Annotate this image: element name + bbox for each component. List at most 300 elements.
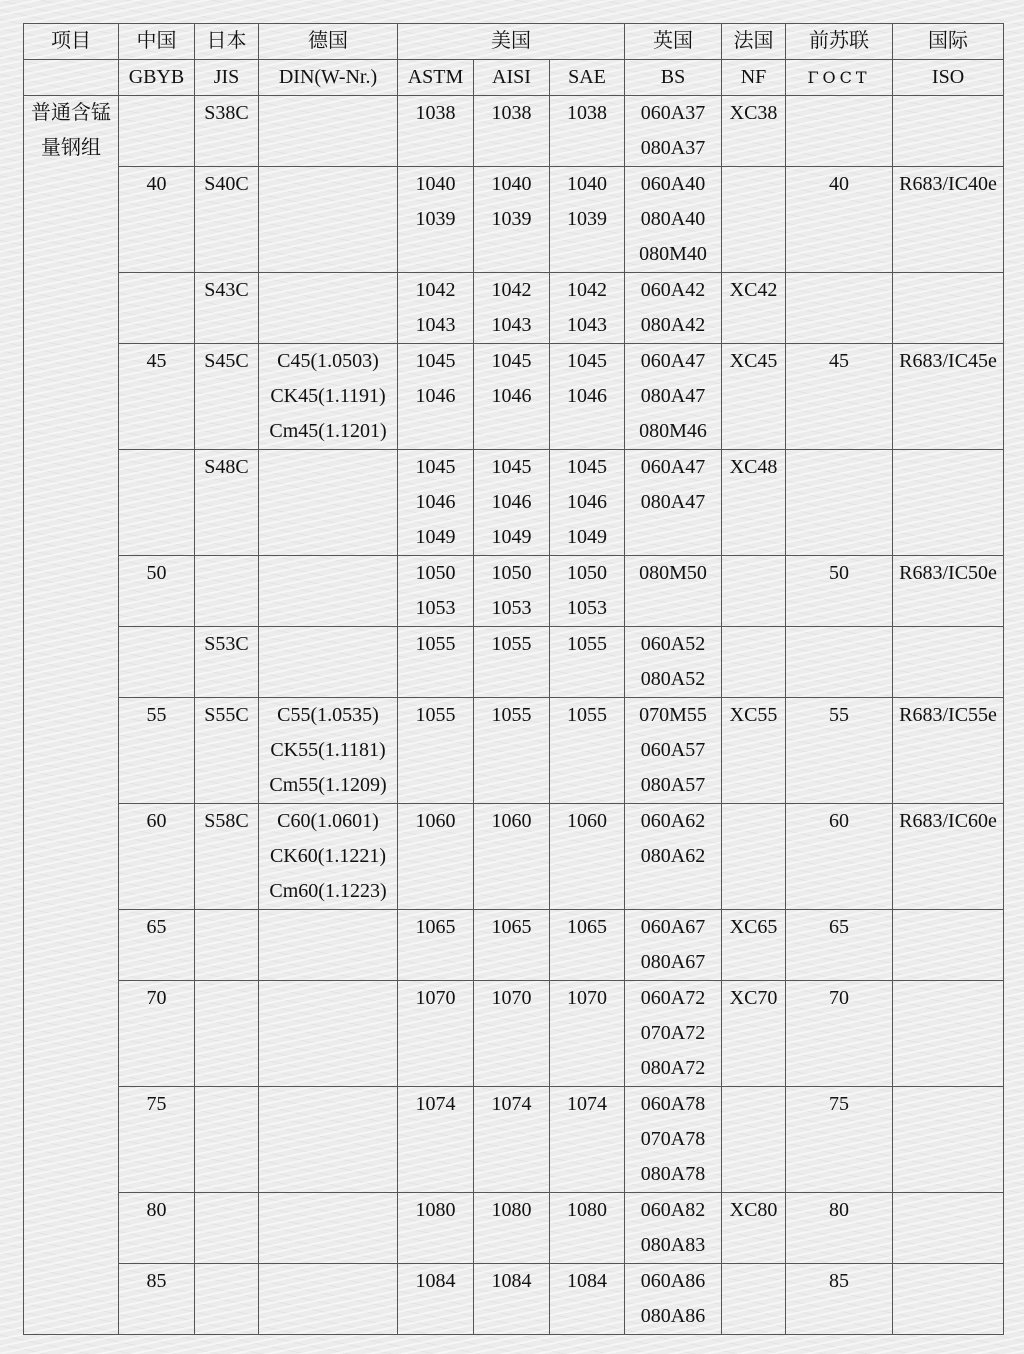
din-cell xyxy=(259,627,398,698)
jis-cell xyxy=(195,1264,259,1335)
aisi-cell xyxy=(474,450,550,556)
gost-cell xyxy=(786,981,893,1087)
grade-value: 1039 xyxy=(415,208,456,230)
grade-value: S55C xyxy=(204,704,249,726)
iso-cell xyxy=(893,910,1004,981)
grade-value: XC80 xyxy=(729,1199,778,1221)
bs-cell xyxy=(625,804,722,910)
gbyb-cell xyxy=(119,627,195,698)
astm-cell xyxy=(398,627,474,698)
jis-cell xyxy=(195,981,259,1087)
iso-cell xyxy=(893,981,1004,1087)
jis-cell xyxy=(195,273,259,344)
header-international: 国际 xyxy=(893,24,1004,60)
iso-cell xyxy=(893,804,1004,910)
grade-value: 060A42 xyxy=(640,279,706,301)
aisi-cell xyxy=(474,1087,550,1193)
sae-cell xyxy=(550,804,625,910)
gbyb-cell xyxy=(119,1264,195,1335)
grade-value: 85 xyxy=(829,1270,850,1292)
table-row xyxy=(24,96,1004,167)
gost-cell xyxy=(786,450,893,556)
grade-value: 060A37 xyxy=(640,102,706,124)
grade-value: 080A67 xyxy=(640,951,706,973)
bs-cell xyxy=(625,1087,722,1193)
grade-value: 1046 xyxy=(415,385,456,407)
grade-value: 1045 xyxy=(491,456,532,478)
nf-cell xyxy=(722,804,786,910)
aisi-cell xyxy=(474,698,550,804)
table-row xyxy=(24,1193,1004,1264)
grade-value: 60 xyxy=(829,810,850,832)
category-label: 量钢组 xyxy=(41,137,101,159)
iso-cell xyxy=(893,1193,1004,1264)
grade-value: 1070 xyxy=(491,987,532,1009)
grade-value: 080A40 xyxy=(640,208,706,230)
iso-cell xyxy=(893,273,1004,344)
table-body xyxy=(24,96,1004,1335)
aisi-cell xyxy=(474,910,550,981)
grade-value: R683/IC55e xyxy=(899,704,997,726)
gbyb-cell xyxy=(119,981,195,1087)
bs-cell xyxy=(625,1193,722,1264)
sae-cell xyxy=(550,627,625,698)
grade-value: 1050 xyxy=(415,562,456,584)
bs-cell xyxy=(625,910,722,981)
nf-cell xyxy=(722,96,786,167)
aisi-cell xyxy=(474,96,550,167)
grade-value: 1053 xyxy=(415,597,456,619)
table-row xyxy=(24,1087,1004,1193)
grade-value: 1049 xyxy=(415,526,456,548)
header-bs: BS xyxy=(625,60,722,96)
grade-value: 1055 xyxy=(415,704,456,726)
grade-value: R683/IC60e xyxy=(899,810,997,832)
sae-cell xyxy=(550,1193,625,1264)
din-cell xyxy=(259,1087,398,1193)
grade-value: 1038 xyxy=(415,102,456,124)
iso-cell xyxy=(893,1264,1004,1335)
grade-value: 1053 xyxy=(491,597,532,619)
gost-cell xyxy=(786,344,893,450)
grade-value: 1042 xyxy=(491,279,532,301)
astm-cell xyxy=(398,96,474,167)
grade-value: 1055 xyxy=(567,704,608,726)
gbyb-cell xyxy=(119,344,195,450)
grade-value: 080A47 xyxy=(640,491,706,513)
din-cell xyxy=(259,698,398,804)
grade-value: 1055 xyxy=(491,704,532,726)
grade-value: Cm60(1.1223) xyxy=(269,880,387,902)
table-row xyxy=(24,627,1004,698)
iso-cell xyxy=(893,556,1004,627)
din-cell xyxy=(259,167,398,273)
grade-value: 080A57 xyxy=(640,774,706,796)
table-row xyxy=(24,1264,1004,1335)
header-iso: ISO xyxy=(893,60,1004,96)
iso-cell xyxy=(893,344,1004,450)
gost-cell xyxy=(786,556,893,627)
table-row xyxy=(24,450,1004,556)
jis-cell xyxy=(195,96,259,167)
aisi-cell xyxy=(474,981,550,1087)
grade-value: 1084 xyxy=(491,1270,532,1292)
grade-value: 080A37 xyxy=(640,137,706,159)
table-row xyxy=(24,804,1004,910)
iso-cell xyxy=(893,1087,1004,1193)
grade-value: 1055 xyxy=(415,633,456,655)
bs-cell xyxy=(625,167,722,273)
grade-value: 080A47 xyxy=(640,385,706,407)
nf-cell xyxy=(722,910,786,981)
table-row xyxy=(24,167,1004,273)
jis-cell xyxy=(195,1193,259,1264)
category-label: 普通含锰 xyxy=(31,102,111,124)
grade-value: 1039 xyxy=(491,208,532,230)
header-sae: SAE xyxy=(550,60,625,96)
sae-cell xyxy=(550,273,625,344)
grade-value: 1046 xyxy=(567,385,608,407)
grade-value: 1060 xyxy=(415,810,456,832)
grade-value: 060A52 xyxy=(640,633,706,655)
jis-cell xyxy=(195,167,259,273)
grade-value: 1049 xyxy=(567,526,608,548)
header-germany: 德国 xyxy=(259,24,398,60)
jis-cell xyxy=(195,556,259,627)
grade-value: 080A62 xyxy=(640,845,706,867)
nf-cell xyxy=(722,450,786,556)
grade-value: 1040 xyxy=(415,173,456,195)
grade-value: S48C xyxy=(204,456,249,478)
grade-value: 1084 xyxy=(415,1270,456,1292)
grade-value: 080M46 xyxy=(639,420,707,442)
astm-cell xyxy=(398,1193,474,1264)
grade-value: 1045 xyxy=(567,456,608,478)
grade-value: 1050 xyxy=(491,562,532,584)
gbyb-cell xyxy=(119,1087,195,1193)
grade-value: 1050 xyxy=(567,562,608,584)
header-china: 中国 xyxy=(119,24,195,60)
astm-cell xyxy=(398,167,474,273)
grade-value: 65 xyxy=(829,916,850,938)
din-cell xyxy=(259,344,398,450)
table-row xyxy=(24,556,1004,627)
astm-cell xyxy=(398,804,474,910)
grade-value: C55(1.0535) xyxy=(277,704,379,726)
gbyb-cell xyxy=(119,698,195,804)
grade-value: 080A72 xyxy=(640,1057,706,1079)
grade-value: XC70 xyxy=(729,987,778,1009)
aisi-cell xyxy=(474,556,550,627)
header-aisi: AISI xyxy=(474,60,550,96)
header-row-standards xyxy=(24,60,1004,96)
table-row xyxy=(24,698,1004,804)
grade-value: 50 xyxy=(829,562,850,584)
grade-value: 060A78 xyxy=(640,1093,706,1115)
nf-cell xyxy=(722,698,786,804)
nf-cell xyxy=(722,627,786,698)
grade-value: CK60(1.1221) xyxy=(269,845,387,867)
header-france: 法国 xyxy=(722,24,786,60)
grade-value: S38C xyxy=(204,102,249,124)
grade-value: 80 xyxy=(146,1199,167,1221)
grade-value: 40 xyxy=(146,173,167,195)
iso-cell xyxy=(893,167,1004,273)
bs-cell xyxy=(625,344,722,450)
grade-value: 1060 xyxy=(491,810,532,832)
steel-grade-comparison-table xyxy=(23,23,1004,1335)
grade-value: 060A67 xyxy=(640,916,706,938)
aisi-cell xyxy=(474,1193,550,1264)
grade-value: 060A82 xyxy=(640,1199,706,1221)
grade-value: R683/IC50e xyxy=(899,562,997,584)
gbyb-cell xyxy=(119,273,195,344)
grade-value: Cm55(1.1209) xyxy=(269,774,387,796)
grade-value: 1074 xyxy=(567,1093,608,1115)
grade-value: 080A52 xyxy=(640,668,706,690)
grade-value: 55 xyxy=(146,704,167,726)
grade-value: 1046 xyxy=(491,385,532,407)
grade-value: S45C xyxy=(204,350,249,372)
grade-value: 65 xyxy=(146,916,167,938)
astm-cell xyxy=(398,910,474,981)
grade-value: 060A47 xyxy=(640,350,706,372)
sae-cell xyxy=(550,1264,625,1335)
iso-cell xyxy=(893,450,1004,556)
aisi-cell xyxy=(474,804,550,910)
grade-value: 1055 xyxy=(567,633,608,655)
grade-value: 1043 xyxy=(567,314,608,336)
sae-cell xyxy=(550,698,625,804)
gost-cell xyxy=(786,96,893,167)
grade-value: C60(1.0601) xyxy=(277,810,379,832)
astm-cell xyxy=(398,450,474,556)
bs-cell xyxy=(625,556,722,627)
jis-cell xyxy=(195,1087,259,1193)
grade-value: XC45 xyxy=(729,350,778,372)
grade-value: 45 xyxy=(146,350,167,372)
grade-value: 060A72 xyxy=(640,987,706,1009)
grade-value: 70 xyxy=(829,987,850,1009)
grade-value: 80 xyxy=(829,1199,850,1221)
grade-value: CK55(1.1181) xyxy=(270,739,386,761)
astm-cell xyxy=(398,698,474,804)
table-row xyxy=(24,273,1004,344)
gost-cell xyxy=(786,273,893,344)
aisi-cell xyxy=(474,627,550,698)
grade-value: 55 xyxy=(829,704,850,726)
gost-cell xyxy=(786,804,893,910)
header-row-countries xyxy=(24,24,1004,60)
grade-value: S43C xyxy=(204,279,249,301)
gbyb-cell xyxy=(119,450,195,556)
table-header xyxy=(24,24,1004,96)
aisi-cell xyxy=(474,1264,550,1335)
grade-value: 080A83 xyxy=(640,1234,706,1256)
grade-value: 1055 xyxy=(491,633,532,655)
header-astm: ASTM xyxy=(398,60,474,96)
gost-cell xyxy=(786,167,893,273)
sae-cell xyxy=(550,910,625,981)
grade-value: 060A62 xyxy=(640,810,706,832)
bs-cell xyxy=(625,1264,722,1335)
grade-value: 1046 xyxy=(415,491,456,513)
sae-cell xyxy=(550,96,625,167)
iso-cell xyxy=(893,96,1004,167)
grade-value: XC48 xyxy=(729,456,778,478)
grade-value: 1065 xyxy=(567,916,608,938)
grade-value: R683/IC45e xyxy=(899,350,997,372)
sae-cell xyxy=(550,344,625,450)
bs-cell xyxy=(625,981,722,1087)
aisi-cell xyxy=(474,273,550,344)
grade-value: 070A78 xyxy=(640,1128,706,1150)
jis-cell xyxy=(195,627,259,698)
din-cell xyxy=(259,450,398,556)
grade-value: 1053 xyxy=(567,597,608,619)
grade-value: 75 xyxy=(829,1093,850,1115)
din-cell xyxy=(259,96,398,167)
grade-value: CK45(1.1191) xyxy=(270,385,386,407)
grade-value: 50 xyxy=(146,562,167,584)
bs-cell xyxy=(625,627,722,698)
grade-value: 45 xyxy=(829,350,850,372)
grade-value: XC42 xyxy=(729,279,778,301)
category-cell xyxy=(24,96,119,1335)
grade-value: 40 xyxy=(829,173,850,195)
sae-cell xyxy=(550,556,625,627)
grade-value: 75 xyxy=(146,1093,167,1115)
header-japan: 日本 xyxy=(195,24,259,60)
sae-cell xyxy=(550,450,625,556)
bs-cell xyxy=(625,273,722,344)
nf-cell xyxy=(722,556,786,627)
grade-value: 1070 xyxy=(567,987,608,1009)
astm-cell xyxy=(398,1264,474,1335)
grade-value: 060A40 xyxy=(640,173,706,195)
jis-cell xyxy=(195,698,259,804)
grade-value: 1039 xyxy=(567,208,608,230)
din-cell xyxy=(259,556,398,627)
grade-value: 1080 xyxy=(567,1199,608,1221)
gbyb-cell xyxy=(119,910,195,981)
sae-cell xyxy=(550,167,625,273)
header-usa: 美国 xyxy=(398,24,625,60)
nf-cell xyxy=(722,1087,786,1193)
nf-cell xyxy=(722,1264,786,1335)
gbyb-cell xyxy=(119,96,195,167)
grade-value: 1043 xyxy=(491,314,532,336)
nf-cell xyxy=(722,167,786,273)
grade-value: 070M55 xyxy=(639,704,707,726)
grade-value: 1060 xyxy=(567,810,608,832)
astm-cell xyxy=(398,273,474,344)
header-jis: JIS xyxy=(195,60,259,96)
gost-cell xyxy=(786,627,893,698)
bs-cell xyxy=(625,450,722,556)
din-cell xyxy=(259,1264,398,1335)
din-cell xyxy=(259,981,398,1087)
grade-value: 1080 xyxy=(491,1199,532,1221)
grade-value: XC55 xyxy=(729,704,778,726)
jis-cell xyxy=(195,450,259,556)
nf-cell xyxy=(722,344,786,450)
grade-value: 080M50 xyxy=(639,562,707,584)
bs-cell xyxy=(625,96,722,167)
grade-value: 1043 xyxy=(415,314,456,336)
header-item-blank xyxy=(24,60,119,96)
nf-cell xyxy=(722,1193,786,1264)
grade-value: 1070 xyxy=(415,987,456,1009)
nf-cell xyxy=(722,981,786,1087)
grade-value: 070A72 xyxy=(640,1022,706,1044)
grade-value: 1084 xyxy=(567,1270,608,1292)
grade-value: 1040 xyxy=(567,173,608,195)
grade-value: 1049 xyxy=(491,526,532,548)
nf-cell xyxy=(722,273,786,344)
grade-value: 60 xyxy=(146,810,167,832)
header-uk: 英国 xyxy=(625,24,722,60)
grade-value: 080A42 xyxy=(640,314,706,336)
grade-value: 060A86 xyxy=(640,1270,706,1292)
table-row xyxy=(24,344,1004,450)
grade-value: XC65 xyxy=(729,916,778,938)
aisi-cell xyxy=(474,167,550,273)
grade-value: 1038 xyxy=(491,102,532,124)
grade-value: R683/IC40e xyxy=(899,173,997,195)
astm-cell xyxy=(398,556,474,627)
grade-value: 1038 xyxy=(567,102,608,124)
grade-value: 1080 xyxy=(415,1199,456,1221)
jis-cell xyxy=(195,910,259,981)
din-cell xyxy=(259,273,398,344)
grade-value: 060A47 xyxy=(640,456,706,478)
grade-value: 1045 xyxy=(415,350,456,372)
gbyb-cell xyxy=(119,1193,195,1264)
table-row xyxy=(24,981,1004,1087)
grade-value: 1045 xyxy=(567,350,608,372)
sae-cell xyxy=(550,981,625,1087)
grade-value: 1042 xyxy=(567,279,608,301)
gost-cell xyxy=(786,910,893,981)
grade-value: 1042 xyxy=(415,279,456,301)
astm-cell xyxy=(398,344,474,450)
grade-value: 85 xyxy=(146,1270,167,1292)
grade-value: 1040 xyxy=(491,173,532,195)
jis-cell xyxy=(195,804,259,910)
grade-value: 1065 xyxy=(415,916,456,938)
grade-value: 1045 xyxy=(415,456,456,478)
aisi-cell xyxy=(474,344,550,450)
sae-cell xyxy=(550,1087,625,1193)
grade-value: S53C xyxy=(204,633,249,655)
header-former-ussr: 前苏联 xyxy=(786,24,893,60)
grade-value: 1045 xyxy=(491,350,532,372)
header-gbyb: GBYB xyxy=(119,60,195,96)
iso-cell xyxy=(893,698,1004,804)
header-din: DIN(W-Nr.) xyxy=(259,60,398,96)
grade-value: S40C xyxy=(204,173,249,195)
bs-cell xyxy=(625,698,722,804)
grade-value: S58C xyxy=(204,810,249,832)
gost-cell xyxy=(786,1193,893,1264)
grade-value: 080M40 xyxy=(639,243,707,265)
astm-cell xyxy=(398,1087,474,1193)
grade-value: 1074 xyxy=(491,1093,532,1115)
header-nf: NF xyxy=(722,60,786,96)
table-row xyxy=(24,910,1004,981)
din-cell xyxy=(259,804,398,910)
